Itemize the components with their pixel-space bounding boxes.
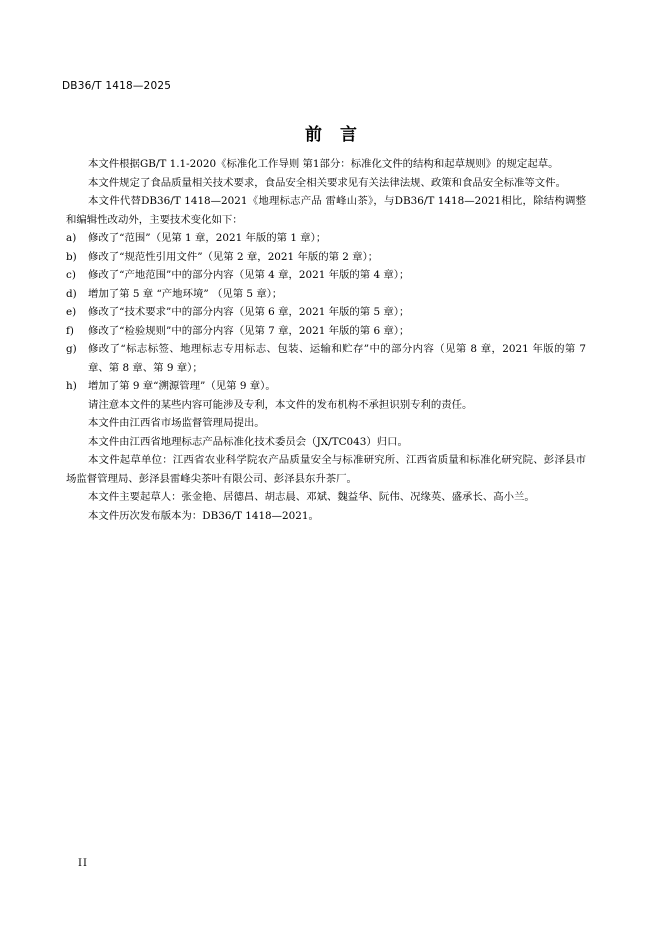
list-item-text: 修改了“技术要求”中的部分内容（见第 6 章，2021 年版的第 5 章）； <box>88 306 410 318</box>
list-item-text: 修改了“产地范围”中的部分内容（见第 4 章，2021 年版的第 4 章）； <box>88 269 410 281</box>
changes-list <box>66 229 586 396</box>
page-title: 前言 <box>305 125 375 145</box>
paragraph-drafters: 本文件主要起草人：张金艳、居德昌、胡志晨、邓斌、魏益华、阮伟、况缘英、盛承长、高小兰。 <box>88 491 535 503</box>
list-item <box>66 248 586 267</box>
paragraph-patent-notice: 请注意本文件的某些内容可能涉及专利，本文件的发布机构不承担识别专利的责任。 <box>88 398 473 411</box>
list-item <box>66 266 586 285</box>
list-item-label: b) <box>66 250 77 263</box>
list-item-text: 修改了“标志标签、地理标志专用标志、包装、运输和贮存”中的部分内容（见第 8 章，2021 年版的第 7 章、第 8 章、第 9 章）； <box>88 343 586 374</box>
list-item-label: e) <box>66 306 77 318</box>
paragraph-scope-note: 本文件规定了食品质量相关技术要求，食品安全相关要求见有关法律法规、政策和食品安全标准等文件。 <box>88 176 566 189</box>
paragraph-history: 本文件历次发布版本为：DB36/T 1418—2021。 <box>88 509 319 522</box>
list-item <box>66 285 586 304</box>
list-item-text: 增加了第 5 章 “产地环境” （见第 5 章）； <box>88 287 283 300</box>
paragraph-drafting-basis: 本文件根据GB/T 1.1-2020《标准化工作导则 第1部分：标准化文件的结构和起草规则》的规定起草。 <box>88 158 559 170</box>
list-item <box>66 229 586 248</box>
list-item-text: 修改了“检验规则”中的部分内容（见第 7 章，2021 年版的第 6 章）； <box>88 324 410 337</box>
list-item-label: d) <box>66 287 77 300</box>
list-item-label: h) <box>66 380 77 392</box>
list-item-text: 修改了“范围”（见第 1 章，2021 年版的第 1 章）； <box>88 232 327 244</box>
paragraph-replacement: 本文件代替DB36/T 1418—2021《地理标志产品 雷峰山茶》，与DB36/T 1418—2021相比，除结构调整和编辑性改动外，主要技术变化如下： <box>66 195 586 226</box>
list-item-text: 修改了“规范性引用文件”（见第 2 章，2021 年版的第 2 章）； <box>88 250 379 263</box>
document-id: DB36/T 1418—2025 <box>62 80 172 92</box>
list-item <box>66 322 586 341</box>
list-item-label: g) <box>66 343 77 355</box>
list-item-label: f) <box>66 324 74 337</box>
list-item <box>66 377 586 396</box>
paragraph-drafting-units: 本文件起草单位：江西省农业科学院农产品质量安全与标准研究所、江西省质量和标准化研究院、彭泽县市场监督管理局、彭泽县雷峰尖茶叶有限公司、彭泽县东升茶厂。 <box>66 454 586 485</box>
paragraph-committee: 本文件由江西省地理标志产品标准化技术委员会（JX/TC043）归口。 <box>88 435 408 448</box>
paragraph-proposer: 本文件由江西省市场监督管理局提出。 <box>88 417 265 429</box>
list-item <box>66 303 586 322</box>
list-item <box>66 340 586 377</box>
page-number: II <box>78 858 88 869</box>
document-body <box>66 155 586 525</box>
list-item-label: a) <box>66 232 77 244</box>
list-item-label: c) <box>66 269 76 281</box>
list-item-text: 增加了第 9 章“溯源管理”（见第 9 章）。 <box>88 380 276 392</box>
